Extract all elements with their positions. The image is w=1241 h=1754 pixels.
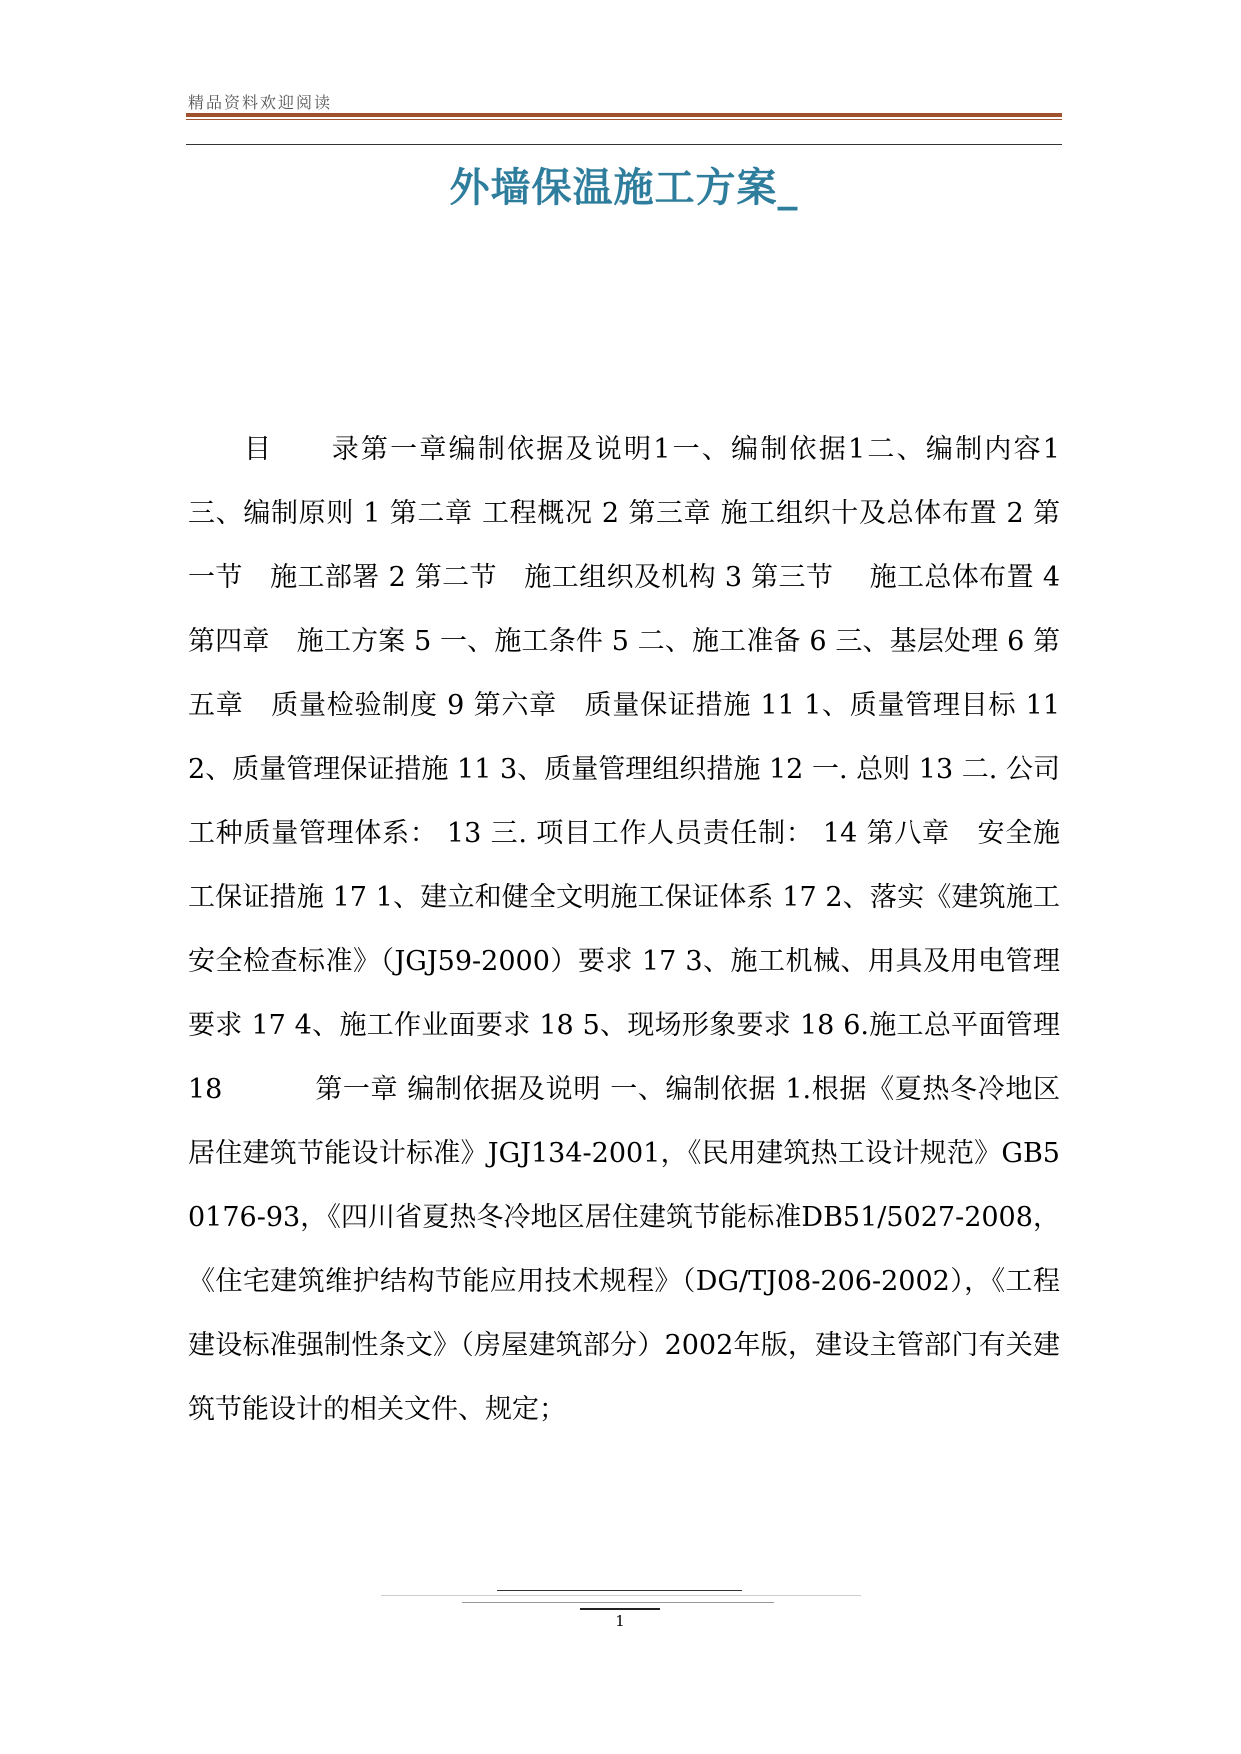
footer-rule: [462, 1602, 774, 1603]
header-rule-thin: [186, 144, 1062, 145]
header-text: 精品资料欢迎阅读: [188, 93, 333, 112]
page-number: 1: [615, 1612, 625, 1630]
document-title: 外墙保温施工方案_: [449, 165, 799, 211]
header-rule-double: [186, 119, 1062, 120]
document-body: 目 录第一章编制依据及说明1一、编制依据1二、编制内容1 三、编制原则 1 第二章 工程概况 2 第三章 施工组织十及总体布置 2 第一节 施工部署 2 第二节 施工组织及机构 3 第三节 施工总体布置 4 第四章 施工方案 5 一、施工条件 5 二、施工准备 6 三、基层处理 6 第五章 质量检验制度 9 第六章 质量保证措施 11 1、质量管理目标 11 2、质量管理保证措施 11 3、质量管理组织措施 12 一. 总则 13 二. 公司工种质量管理体系： 13 三. 项目工作人员责任制： 14 第八章 安全施工保证措施 17 1、建立和健全文明施工保证体系 17 2、落实《建筑施工安全检查标准》（JGJ59-2000）要求 17 3、施工机械、用具及用电管理要求 17 4、施工作业面要求 18 5、现场形象要求 18 6.施工总平面管理 18 第一章 编制依据及说明 一、编制依据 1.根据《夏热冬冷地区居住建筑节能设计标准》JGJ134-2001，《民用建筑热工设计规范》GB50176-93，《四川省夏热冬冷地区居住建筑节能标准DB51/5027-2008，《住宅建筑维护结构节能应用技术规程》（DG/TJ08-206-2002），《工程建设标准强制性条文》（房屋建筑部分）2002年版，建设主管部门有关建筑节能设计的相关文件、规定；: [188, 434, 1060, 1425]
header-rule-thick: [186, 113, 1062, 117]
footer-rule: [381, 1595, 861, 1596]
footer-rule: [580, 1608, 660, 1610]
footer-rule: [497, 1590, 742, 1591]
